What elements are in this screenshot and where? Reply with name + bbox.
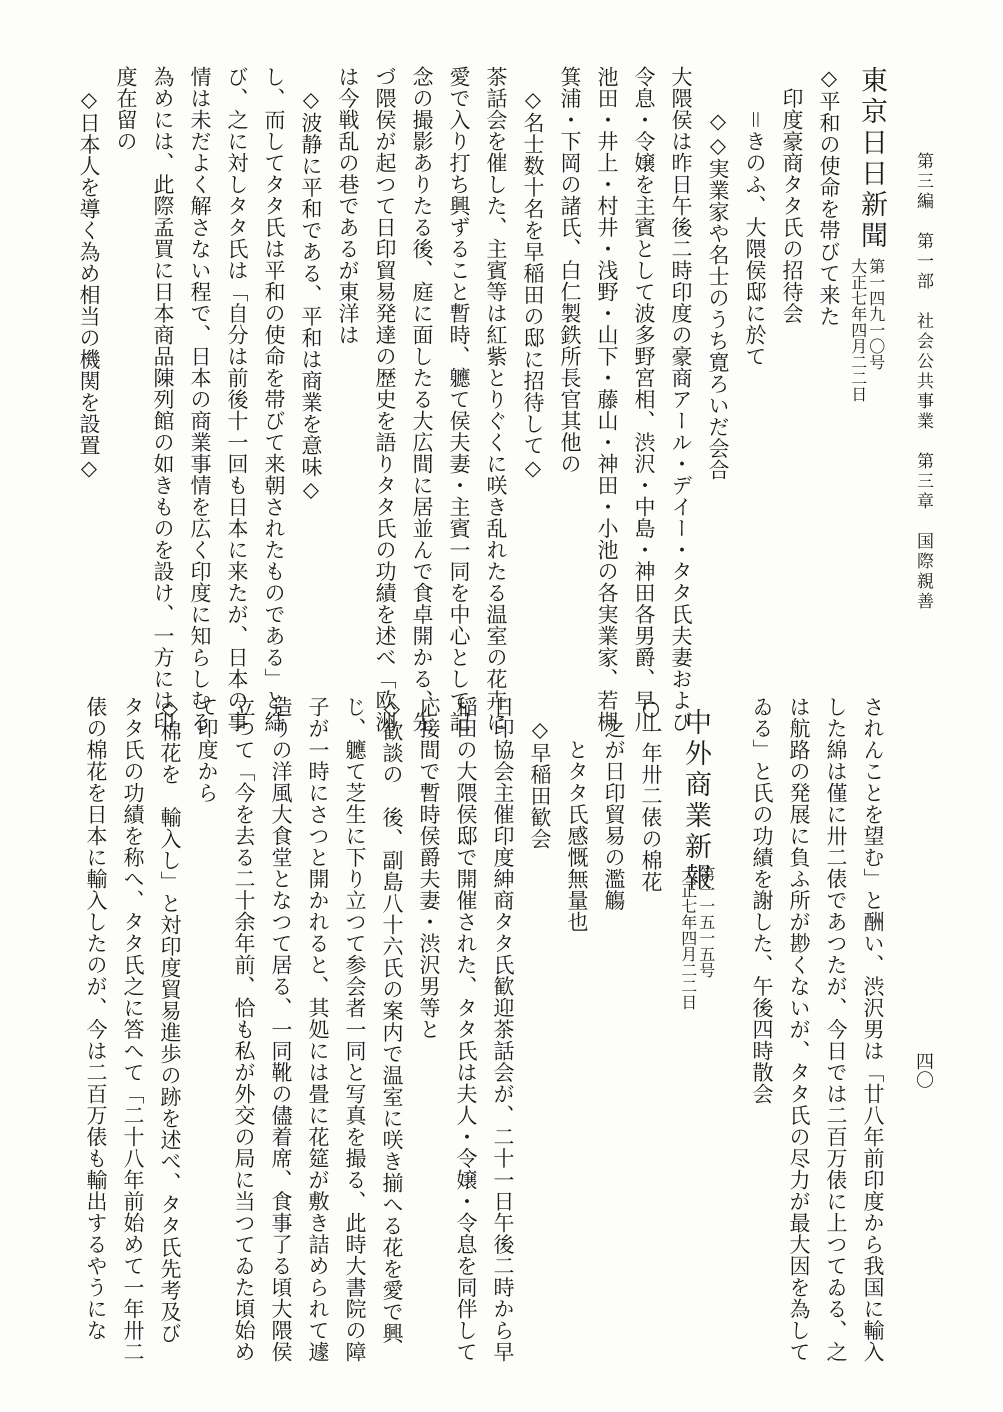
lower-issue-number: 第一一五一五号 <box>696 866 716 978</box>
text-column: 大隈侯は昨日午後二時印度の豪商アール・デイー・タタ氏夫妻および <box>669 66 693 733</box>
text-column: 日印協会主催印度紳商タタ氏歓迎茶話会が、二十一日午後二時から早 <box>491 696 515 1363</box>
text-column: ◇日本人を導く為め相当の機関を設置◇ <box>77 66 101 481</box>
text-column: び、之に対しタタ氏は「自分は前後十一回も日本に来たが、日本の事 <box>225 66 249 733</box>
text-column: されんことを望む」と酬い、渋沢男は「廿八年前印度から我国に輸入 <box>861 696 885 1363</box>
text-column: ＝きのふ、大隈侯邸に於て <box>743 66 767 367</box>
text-column: し、而してタタ氏は平和の使命を帯びて来朝されたものである」と結 <box>262 66 286 733</box>
text-column: は今戦乱の巷であるが東洋は <box>336 66 360 346</box>
text-column: とタタ氏感慨無量也 <box>565 696 589 933</box>
text-column: 令息・令嬢を主賓として波多野宮相、渋沢・中島・神田各男爵、早川 <box>632 66 656 733</box>
page-number: 四〇 <box>913 1052 934 1089</box>
text-column: て印度から <box>195 696 219 804</box>
text-column: 造りの洋風大食堂となつて居る、一同靴の儘着席、食事了る頃大隈侯 <box>269 696 293 1363</box>
text-column: 印度豪商タタ氏の招待会 <box>780 66 804 324</box>
text-column: 箕浦・下岡の諸氏、白仁製鉄所長官其他の <box>558 66 582 475</box>
text-column: 俵の棉花を日本に輸入したのが、今は二百万俵も輸出するやうにな <box>84 696 108 1341</box>
text-column: ◇名士数十名を早稲田の邸に招待して◇ <box>521 66 545 481</box>
text-column: 茶話会を催した、主賓等は紅紫とりぐくに咲き乱れたる温室の花卉に <box>484 66 508 733</box>
text-column: 応接間で暫時侯爵夫妻・渋沢男等と <box>417 696 441 1040</box>
text-column: ◇早稲田歓会 <box>528 696 552 850</box>
lower-issue-date: 大正七年四月二二日 <box>678 866 698 1010</box>
text-column: ◇歓談の 後、副島八十六氏の案内で温室に咲き揃へる花を愛で興 <box>380 696 404 1344</box>
running-head: 第三編 第一部 社会公共事業 第三章 国際親善 <box>913 152 933 612</box>
text-column: 稲田の大隈侯邸で開催された、タタ氏は夫人・令嬢・令息を同伴して <box>454 696 478 1363</box>
text-column: は航路の発展に負ふ所が尠くないが、タタ氏の尽力が最大因を為して <box>787 696 811 1363</box>
text-column: ◇◇実業家や名士のうち寛ろいだ会合 <box>706 66 730 481</box>
upper-issue-date: 大正七年四月二二日 <box>848 258 868 402</box>
text-column: した綿は僅に卅二俵であつたが、今日では二百万俵に上つてゐる、之 <box>824 696 848 1363</box>
text-column: タタ氏の功績を称へ、タタ氏之に答へて「二十八年前始めて一年卅二 <box>121 696 145 1363</box>
text-column: ゐる」と氏の功績を謝した、午後四時散会 <box>750 696 774 1105</box>
upper-paper-name: 東京日日新聞 <box>856 66 887 252</box>
text-column: 之が日印貿易の濫觴 <box>602 696 626 911</box>
text-column: 為めには、此際孟買に日本商品陳列館の如きものを設け、一方には印 <box>151 66 175 733</box>
text-column: ◇波静に平和である、平和は商業を意味◇ <box>299 66 323 502</box>
upper-issue-number: 第一四九一〇号 <box>866 258 886 370</box>
text-column: 度在留の <box>114 66 138 152</box>
lower-paper-name: 中外商業新報 <box>680 708 711 894</box>
text-column: ◇平和の使命を帯びて来た <box>817 66 841 327</box>
text-column: づ隈侯が起つて日印貿易発達の歴史を語りタタ氏の功績を述べ「欧洲 <box>373 66 397 733</box>
text-column: ○一年卅二俵の棉花 <box>639 696 663 893</box>
text-column: 池田・井上・村井・浅野・山下・藤山・神田・小池の各実業家、若槻 <box>595 66 619 733</box>
text-column: 子が一時にさつと開かれると、其処には畳に花筵が敷き詰められて遽 <box>306 696 330 1363</box>
text-column: 念の撮影ありたる後、庭に面したる大広間に居並んで食卓開かる、先 <box>410 66 434 733</box>
text-column: じ、軈て芝生に下り立つて参会者一同と写真を撮る、此時大書院の障 <box>343 696 367 1363</box>
text-column: 愛で入り打ち興ずること暫時、軈て侯夫妻・主賓一同を中心として記 <box>447 66 471 733</box>
text-column: ◇棉花を 輸入し」と対印度貿易進歩の跡を述べ、タタ氏先考及び <box>158 696 182 1344</box>
text-column: 情は未だよく解さない程で、日本の商業事情を広く印度に知らしむる <box>188 66 212 733</box>
text-column: 立つて「今を去る二十余年前、恰も私が外交の局に当つてゐた頃始め <box>232 696 256 1363</box>
